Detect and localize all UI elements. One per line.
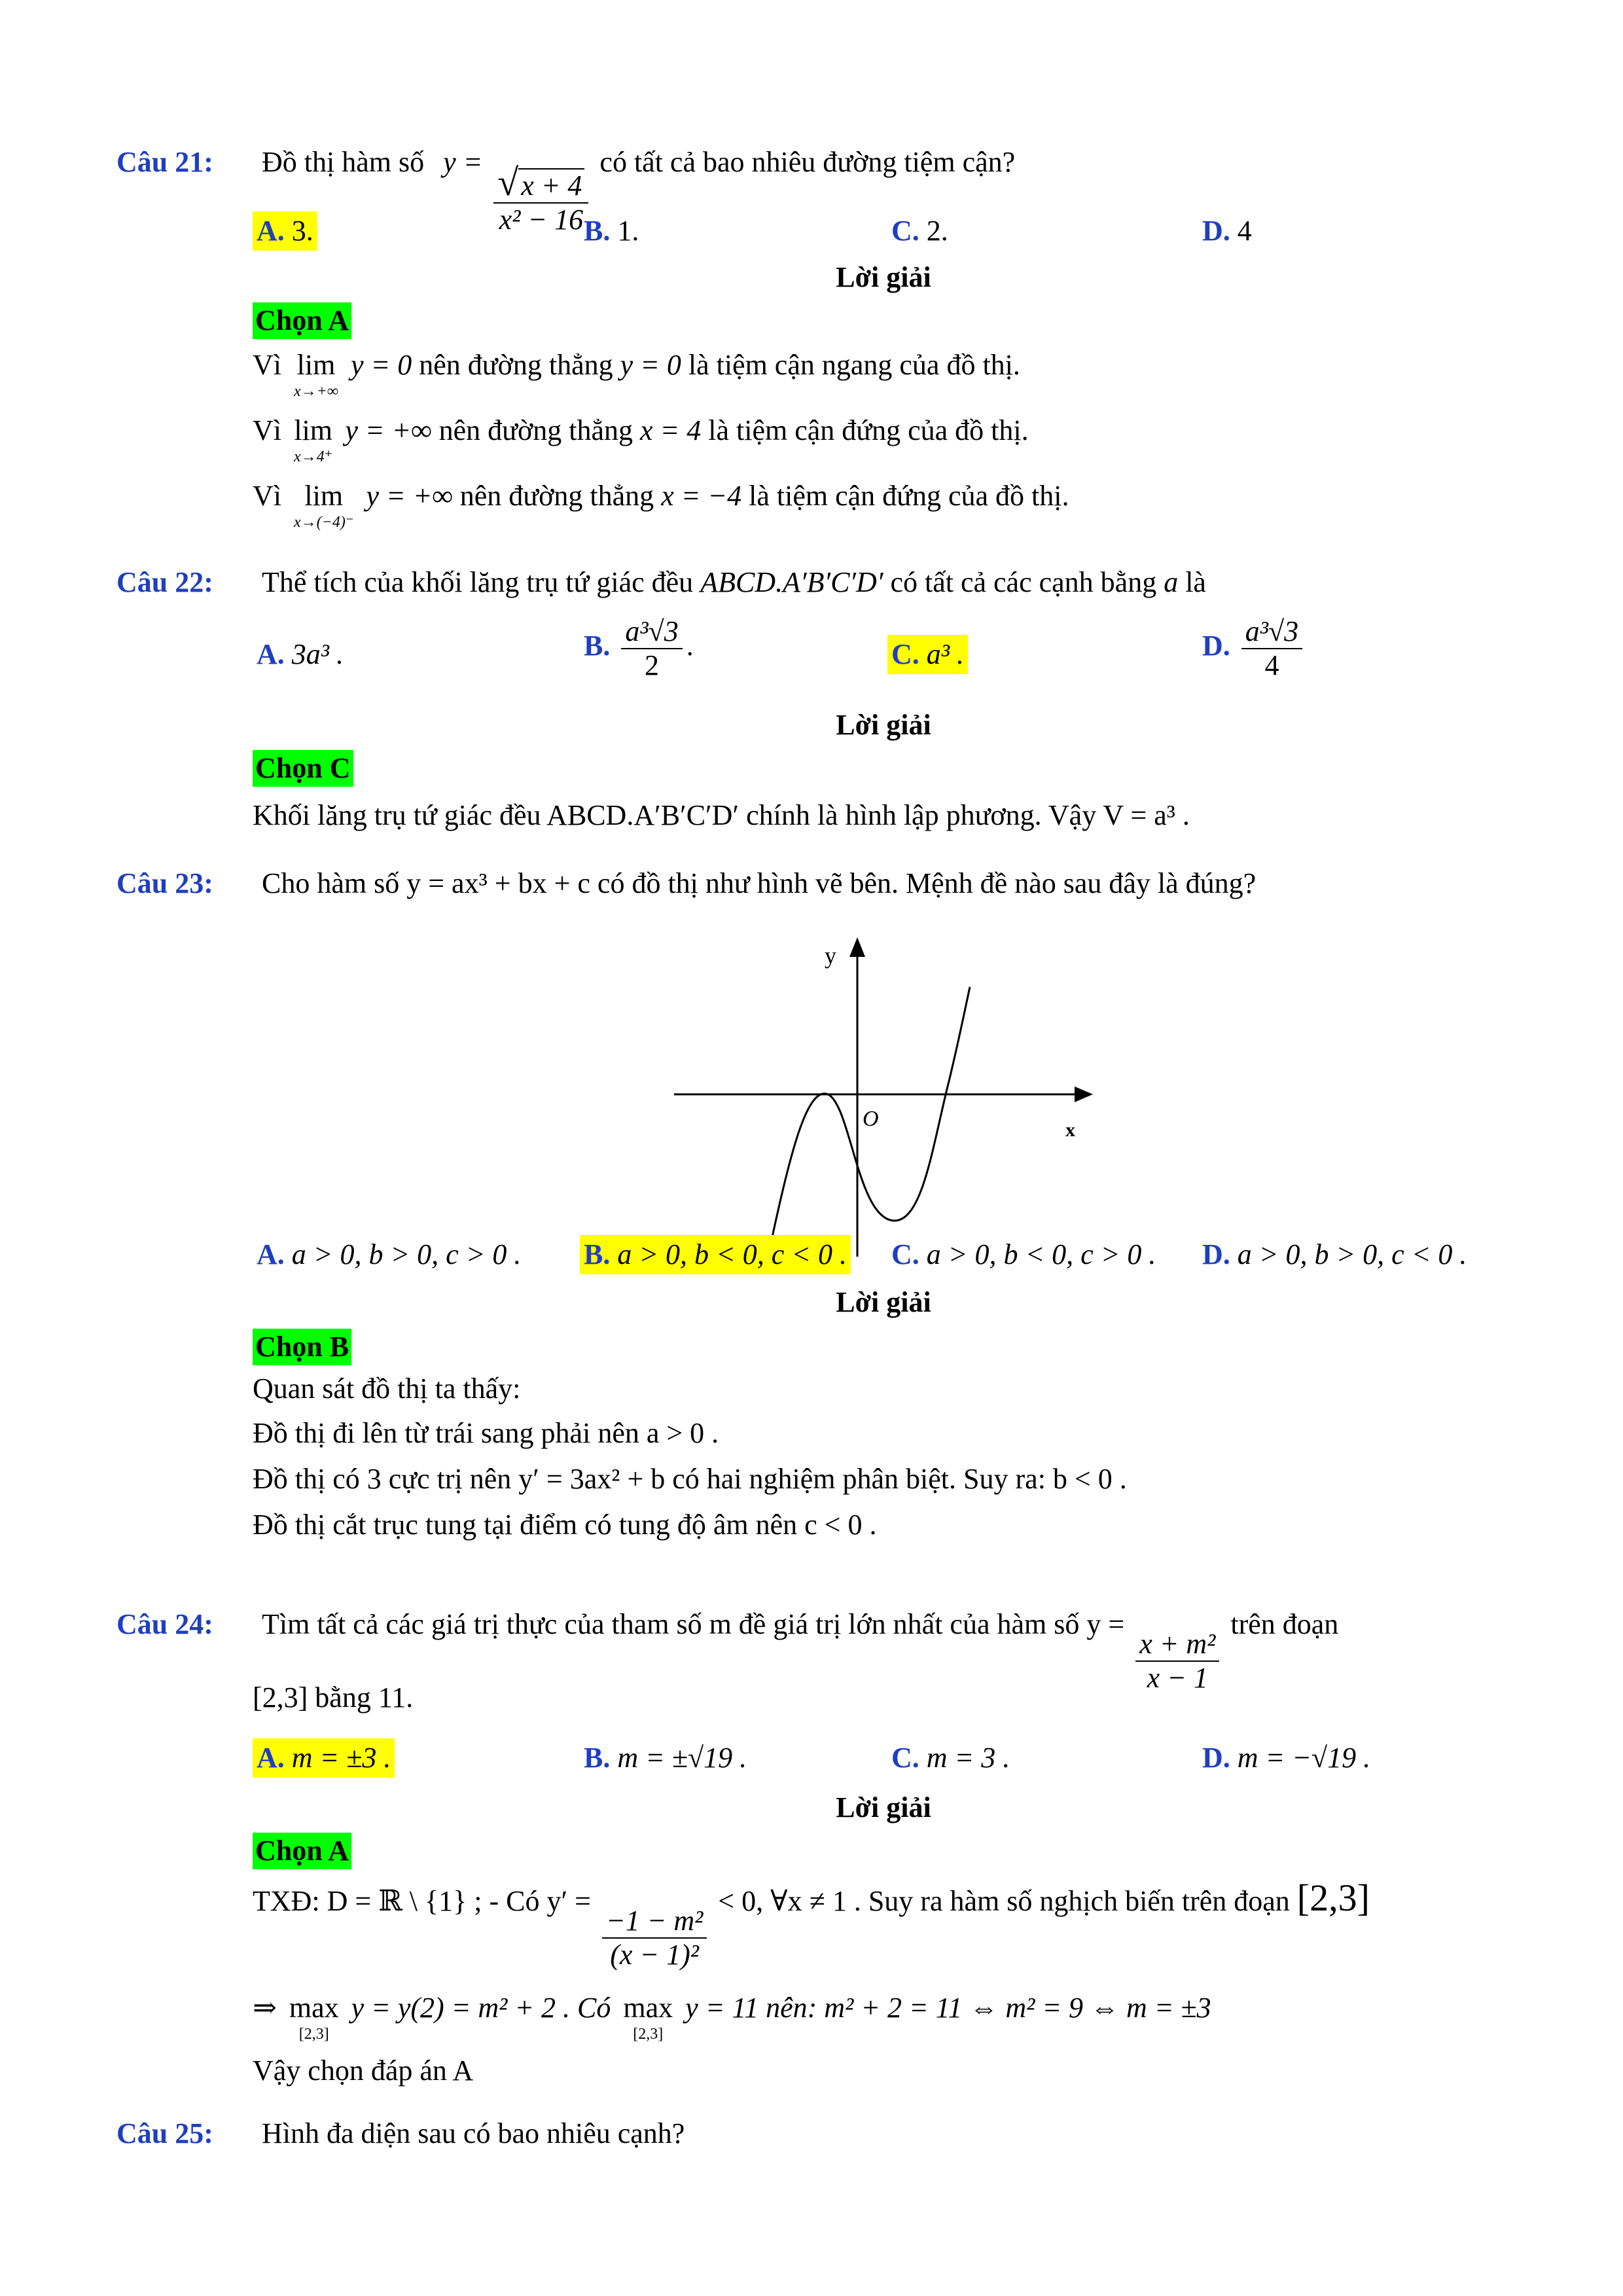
question-24-line2: [2,3] bằng 11. xyxy=(253,1681,414,1713)
answer-choice: Chọn B xyxy=(253,1329,351,1365)
question-22: Câu 22: Thể tích của khối lăng trụ tứ giác đều ABCD.A′B′C′D′ có tất cả các cạnh bằng a là xyxy=(116,564,1206,601)
solution-line: Vì lim x→+∞ y = 0 nên đường thẳng y = 0 là tiệm cận ngang của đồ thị. xyxy=(253,347,1020,399)
question-25 xyxy=(116,2115,685,2152)
question-24: Câu 24: Tìm tất cả các giá trị thực của tham số m đề giá trị lớn nhất của hàm số y = $\frac{\text{x + m²}}{x - 1}$ trên đoạn xyxy=(116,1606,1338,1695)
solution-line: Đồ thị đi lên từ trái sang phải nên a > 0 . xyxy=(253,1417,719,1449)
sqrt-content: x + 4 xyxy=(518,168,584,202)
limit: lim x→4⁺ xyxy=(294,414,333,465)
option-a[interactable]: A. m = ±3 . xyxy=(253,1738,395,1778)
solution-line: TXĐ: D = ℝ \ {1} ; - Có y′ = $\frac{\text{−1 − m²}}{\text{(x − 1)²}}$ < 0, ∀x ≠ 1 . Suy ra hàm số nghịch biến trên đoạn [2,3] xyxy=(253,1876,1370,1971)
option-c[interactable]: C. 2. xyxy=(891,215,948,247)
x-axis-label: x xyxy=(1065,1119,1075,1141)
question-label: Câu 21: xyxy=(116,146,213,178)
solution-line: ⇒ max [2,3] y = y(2) = m² + 2 . Có max [2,3] y = 11 nên: m² + 2 = 11 ⇔ m² = 9 ⇔ m = ±3 xyxy=(253,1990,1211,2042)
option-d[interactable]: D. m = −√19 . xyxy=(1202,1742,1371,1774)
solution-line: Vì lim x→(−4)⁻ y = +∞ nên đường thẳng x = −4 là tiệm cận đứng của đồ thị. xyxy=(253,478,1069,530)
answer-choice: Chọn C xyxy=(253,750,353,787)
max-operator: max [2,3] xyxy=(623,1992,673,2043)
question-text: Hình đa diện sau có bao nhiêu cạnh? xyxy=(262,2117,685,2149)
option-a[interactable]: A. a > 0, b > 0, c > 0 . xyxy=(257,1238,522,1270)
options-23 xyxy=(253,1235,1561,1281)
solution-line: Đồ thị cắt trục tung tại điểm có tung độ âm nên c < 0 . xyxy=(253,1509,877,1541)
option-b[interactable]: B. $\frac{\text{a³√3}}{2}$ . xyxy=(584,615,694,681)
fraction: $\frac{\text{a³√3}}{2}$ xyxy=(621,615,682,682)
question-label: Câu 22: xyxy=(116,566,213,598)
answer-choice: Chọn A xyxy=(253,302,351,339)
question-text: Đồ thị hàm số xyxy=(262,146,425,178)
option-b[interactable]: B. 1. xyxy=(584,215,639,247)
solution-conclusion: Vậy chọn đáp án A xyxy=(253,2054,474,2087)
max-operator: max [2,3] xyxy=(289,1992,339,2043)
question-label: Câu 24: xyxy=(116,1608,213,1640)
option-c[interactable]: C. a > 0, b < 0, c > 0 . xyxy=(891,1238,1156,1270)
option-d[interactable]: D. 4 xyxy=(1202,215,1252,247)
option-b[interactable]: B. m = ±√19 . xyxy=(584,1742,747,1774)
fraction: $\frac{\text{x + m²}}{x - 1}$ xyxy=(1135,1628,1219,1695)
sqrt-sign: √ xyxy=(497,161,519,204)
fraction: $\frac{\text{−1 − m²}}{\text{(x − 1)²}}$ xyxy=(602,1905,707,1971)
fraction-denominator: x² − 16 xyxy=(499,204,584,236)
equation-lhs: y = xyxy=(443,146,483,178)
question-text-tail: có tất cả bao nhiêu đường tiệm cận? xyxy=(599,146,1016,178)
solution-title: Lời giải xyxy=(836,1286,931,1318)
question-text: Thể tích của khối lăng trụ tứ giác đều xyxy=(262,566,694,598)
option-d[interactable]: D. a > 0, b > 0, c < 0 . xyxy=(1202,1238,1467,1270)
answer-choice: Chọn A xyxy=(253,1833,351,1869)
cubic-graph xyxy=(661,929,1119,1270)
y-axis-arrow xyxy=(849,937,865,957)
origin-label: O xyxy=(863,1107,879,1131)
option-a[interactable]: A. 3. xyxy=(253,211,317,251)
y-axis-label: y xyxy=(825,942,836,969)
question-text: Tìm tất cả các giá trị thực của tham số m đề giá trị lớn nhất của hàm số y = xyxy=(262,1608,1125,1640)
solution-line: Quan sát đồ thị ta thấy: xyxy=(253,1372,521,1405)
option-d[interactable]: D. $\frac{\text{a³√3}}{4}$ xyxy=(1198,615,1310,682)
solution-title: Lời giải xyxy=(836,709,931,741)
question-text: Cho hàm số y = ax³ + bx + c có đồ thị như hình vẽ bên. Mệnh đề nào sau đây là đúng? xyxy=(262,867,1257,899)
option-c[interactable]: C. a³ . xyxy=(887,635,968,674)
options-22 xyxy=(253,615,1561,707)
question-label: Câu 25: xyxy=(116,2117,213,2149)
x-axis-arrow xyxy=(1075,1086,1093,1102)
option-b[interactable]: B. a > 0, b < 0, c < 0 . xyxy=(580,1235,851,1274)
solution-line: Đồ thị có 3 cực trị nên y′ = 3ax² + b có hai nghiệm phân biệt. Suy ra: b < 0 . xyxy=(253,1463,1127,1495)
options-24 xyxy=(253,1738,1561,1784)
option-a[interactable]: A. 3a³ . xyxy=(257,638,344,670)
solution-title: Lời giải xyxy=(836,1791,931,1823)
limit: lim x→(−4)⁻ xyxy=(294,480,354,531)
limit: lim x→+∞ xyxy=(294,349,338,400)
option-c[interactable]: C. m = 3 . xyxy=(891,1742,1010,1774)
question-23 xyxy=(116,865,1256,902)
solution-title: Lời giải xyxy=(836,261,931,293)
fraction: $\frac{\text{a³√3}}{4}$ xyxy=(1241,615,1302,682)
solution-line: Khối lăng trụ tứ giác đều ABCD.A′B′C′D′ chính là hình lập phương. Vậy V = a³ . xyxy=(253,799,1190,831)
options-21 xyxy=(253,211,1561,257)
question-label: Câu 23: xyxy=(116,867,213,899)
solution-line: Vì lim x→4⁺ y = +∞ nên đường thẳng x = 4 là tiệm cận đứng của đồ thị. xyxy=(253,412,1029,465)
fraction-numerator xyxy=(493,161,588,204)
shape-name: ABCD.A′B′C′D′ xyxy=(700,566,883,598)
